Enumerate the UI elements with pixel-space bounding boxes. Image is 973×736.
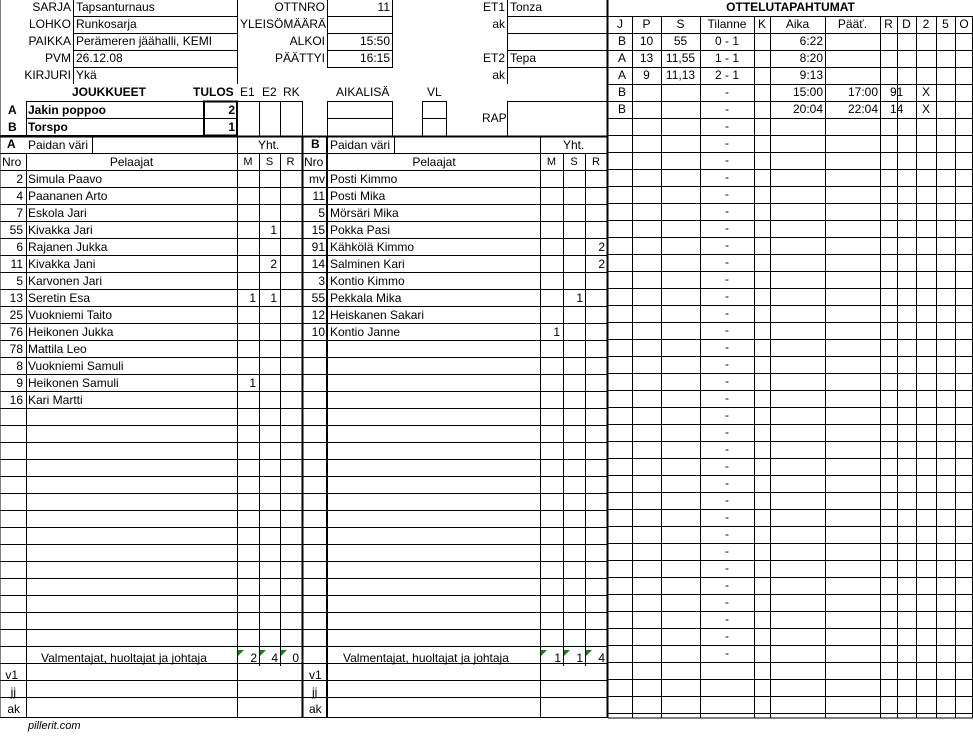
player-name[interactable]: Mattila Leo xyxy=(28,342,87,356)
event-aika-cell[interactable]: 6:22 xyxy=(799,34,823,48)
total-b-s-marker-icon xyxy=(564,650,570,656)
event-p-cell[interactable]: 9 xyxy=(643,68,650,82)
team-b-v1-label: v1 xyxy=(309,668,322,682)
event-tilanne-cell[interactable]: - xyxy=(725,629,729,643)
et1-label: ET1 xyxy=(482,0,505,14)
player-r-cell[interactable]: 2 xyxy=(598,240,605,254)
player-number[interactable]: 5 xyxy=(318,206,325,220)
player-number[interactable]: 14 xyxy=(311,257,325,271)
event-tilanne-cell[interactable]: - xyxy=(725,408,729,422)
player-number[interactable]: 3 xyxy=(318,274,325,288)
events-col-header: R xyxy=(884,17,893,31)
event-aika-cell[interactable]: 15:00 xyxy=(792,85,823,99)
roster-a-paidan-vari-label: Paidan väri xyxy=(28,138,89,152)
player-name[interactable]: Seretin Esa xyxy=(28,291,91,305)
events-col-header: J xyxy=(617,17,623,31)
event-r-cell[interactable]: 91 xyxy=(890,85,904,99)
roster-a-m-header: M xyxy=(243,156,253,168)
event-s-cell[interactable]: 11,55 xyxy=(665,51,696,65)
player-name[interactable]: Eskola Jari xyxy=(28,206,87,220)
lohko-label: LOHKO xyxy=(28,17,71,31)
event-tilanne-cell[interactable]: - xyxy=(725,221,729,235)
player-number[interactable]: 4 xyxy=(16,189,23,203)
player-number[interactable]: mv xyxy=(309,172,325,186)
event-p-cell[interactable]: 10 xyxy=(639,34,654,48)
paikka-value[interactable]: Perämeren jäähalli, KEMI xyxy=(76,34,213,48)
et2-value[interactable]: Tepa xyxy=(510,51,537,65)
team-b-total-m: 1 xyxy=(554,651,561,665)
event-tilanne-cell[interactable]: 2 - 1 xyxy=(714,68,739,82)
team-b-letter: B xyxy=(8,120,17,134)
player-name[interactable]: Rajanen Jukka xyxy=(28,240,108,254)
total-a-m-marker-icon xyxy=(238,650,244,656)
player-number[interactable]: 11 xyxy=(10,257,23,271)
alkoi-label: ALKOI xyxy=(289,34,325,48)
rk-heading: RK xyxy=(283,85,300,99)
roster-a-s-header: S xyxy=(265,156,274,168)
player-number[interactable]: 11 xyxy=(312,189,325,203)
player-number[interactable]: 78 xyxy=(9,342,23,356)
alkoi-value[interactable]: 15:50 xyxy=(359,34,390,48)
player-number[interactable]: 2 xyxy=(16,172,23,186)
aikalisa-heading: AIKALISÄ xyxy=(336,85,390,99)
roster-b-letter: B xyxy=(311,137,320,151)
ak2-label: ak xyxy=(492,68,505,82)
event-tilanne-cell[interactable]: - xyxy=(725,527,729,541)
team-a-jj-label: jj xyxy=(10,685,16,699)
player-s-cell[interactable]: 1 xyxy=(576,291,583,305)
paattyi-label: PÄÄTTYI xyxy=(274,51,325,65)
event-s-cell[interactable]: 11,13 xyxy=(665,68,696,82)
team-b-ak-label: ak xyxy=(309,702,322,716)
event-tilanne-cell[interactable]: - xyxy=(725,595,729,609)
tulos-heading: TULOS xyxy=(193,85,234,99)
event-tilanne-cell[interactable]: - xyxy=(725,85,729,99)
event-tilanne-cell[interactable]: - xyxy=(725,272,729,286)
roster-b-yht-label: Yht. xyxy=(563,138,585,152)
event-tilanne-cell[interactable]: - xyxy=(725,612,729,626)
total-b-r-marker-icon xyxy=(586,650,592,656)
team-a-ak-label: ak xyxy=(7,702,20,716)
event-p-cell[interactable]: 13 xyxy=(639,51,654,65)
pvm-label: PVM xyxy=(44,51,71,65)
event-tilanne-cell[interactable]: - xyxy=(725,561,729,575)
event-tilanne-cell[interactable]: - xyxy=(725,255,729,269)
roster-b-s-header: S xyxy=(570,156,578,168)
event-tilanne-cell[interactable]: - xyxy=(725,357,729,371)
et2-label: ET2 xyxy=(482,51,505,65)
player-name[interactable]: Mörsäri Mika xyxy=(330,206,399,220)
events-col-header: D xyxy=(902,17,911,31)
roster-b-pelaajat-header: Pelaajat xyxy=(412,155,456,169)
total-b-m-marker-icon xyxy=(541,650,547,656)
event-aika-cell[interactable]: 9:13 xyxy=(799,68,823,82)
event-tilanne-cell[interactable]: - xyxy=(725,102,729,116)
yleiso-label: YLEISÖMÄÄRÄ xyxy=(240,17,327,31)
player-number[interactable]: 91 xyxy=(311,240,325,254)
team-b-score[interactable]: 1 xyxy=(228,120,235,134)
ak1-label: ak xyxy=(492,17,505,31)
events-col-header: 5 xyxy=(942,17,949,31)
events-col-header: S xyxy=(676,17,685,31)
team-a-name[interactable]: Jakin poppoo xyxy=(28,103,106,117)
player-number[interactable]: 12 xyxy=(311,308,325,322)
events-col-header: Aika xyxy=(785,17,810,31)
team-a-v1-label: v1 xyxy=(5,668,18,682)
roster-a-r-header: R xyxy=(286,156,295,168)
player-number[interactable]: 10 xyxy=(311,325,325,339)
event-tilanne-cell[interactable]: - xyxy=(725,170,729,184)
player-name[interactable]: Kivakka Jani xyxy=(28,257,96,271)
event-tilanne-cell[interactable]: - xyxy=(725,425,729,439)
player-name[interactable]: Heikonen Samuli xyxy=(28,376,119,390)
total-a-s-marker-icon xyxy=(260,650,266,656)
player-number[interactable]: 15 xyxy=(311,223,325,237)
event-tilanne-cell[interactable]: - xyxy=(725,374,729,388)
rap-label: RAP xyxy=(482,111,507,125)
roster-b-nro-header: Nro xyxy=(304,155,324,169)
player-number[interactable]: 5 xyxy=(16,274,23,288)
events-col-header: P xyxy=(642,17,651,31)
kirjuri-label: KIRJURI xyxy=(24,68,71,82)
event-j-cell[interactable]: B xyxy=(618,34,627,48)
roster-a-nro-header: Nro xyxy=(2,155,22,169)
player-name[interactable]: Kivakka Jari xyxy=(28,223,93,237)
lohko-value[interactable]: Runkosarja xyxy=(76,17,137,31)
event-tilanne-cell[interactable]: - xyxy=(725,204,729,218)
roster-b-paidan-vari-label: Paidan väri xyxy=(330,138,391,152)
event-tilanne-cell[interactable]: - xyxy=(725,119,729,133)
team-a-total-s: 4 xyxy=(271,651,278,665)
player-name[interactable]: Vuokniemi Taito xyxy=(28,308,113,322)
event-tilanne-cell[interactable]: - xyxy=(725,153,729,167)
pvm-value[interactable]: 26.12.08 xyxy=(76,51,123,65)
ottnro-label: OTTNRO xyxy=(274,0,325,14)
total-a-r-marker-icon xyxy=(281,650,287,656)
events-title: OTTELUTAPAHTUMAT xyxy=(726,0,855,14)
roster-a-yht-label: Yht. xyxy=(258,138,280,152)
player-name[interactable]: Karvonen Jari xyxy=(28,274,103,288)
event-c2-cell[interactable]: X xyxy=(921,102,930,116)
player-name[interactable]: Posti Mika xyxy=(330,189,386,203)
player-name[interactable]: Kähkölä Kimmo xyxy=(330,240,415,254)
ottnro-value[interactable]: 11 xyxy=(377,0,390,14)
events-col-header: Pääť. xyxy=(837,17,868,31)
event-tilanne-cell[interactable]: - xyxy=(725,544,729,558)
event-j-cell[interactable]: A xyxy=(618,68,627,82)
event-tilanne-cell[interactable]: - xyxy=(725,238,729,252)
event-paat-cell[interactable]: 17:00 xyxy=(847,85,878,99)
vl-heading: VL xyxy=(427,85,442,99)
sarja-value[interactable]: Tapsanturnaus xyxy=(76,0,155,14)
player-s-cell[interactable]: 1 xyxy=(270,291,277,305)
event-paat-cell[interactable]: 22:04 xyxy=(847,102,878,116)
player-name[interactable]: Pekkala Mika xyxy=(330,291,402,305)
event-tilanne-cell[interactable]: 1 - 1 xyxy=(714,51,739,65)
roster-a-letter: A xyxy=(7,137,16,151)
team-a-total-m: 2 xyxy=(250,651,257,665)
team-b-name[interactable]: Torspo xyxy=(28,120,68,134)
event-tilanne-cell[interactable]: - xyxy=(725,323,729,337)
team-a-letter: A xyxy=(8,103,17,117)
event-j-cell[interactable]: B xyxy=(618,102,627,116)
player-number[interactable]: 55 xyxy=(311,291,325,305)
events-col-header: O xyxy=(959,17,969,31)
paattyi-value[interactable]: 16:15 xyxy=(359,51,390,65)
player-name[interactable]: Kontio Kimmo xyxy=(330,274,405,288)
player-name[interactable]: Paananen Arto xyxy=(28,189,108,203)
event-tilanne-cell[interactable]: - xyxy=(725,493,729,507)
team-b-total-s: 1 xyxy=(576,651,583,665)
event-tilanne-cell[interactable]: - xyxy=(725,442,729,456)
event-tilanne-cell[interactable]: - xyxy=(725,459,729,473)
player-name[interactable]: Kari Martti xyxy=(28,393,83,407)
event-tilanne-cell[interactable]: - xyxy=(725,136,729,150)
player-name[interactable]: Vuokniemi Samuli xyxy=(28,359,124,373)
event-aika-cell[interactable]: 8:20 xyxy=(799,51,823,65)
player-number[interactable]: 76 xyxy=(9,325,23,339)
kirjuri-value[interactable]: Ykä xyxy=(76,68,97,82)
player-name[interactable]: Simula Paavo xyxy=(28,172,103,186)
paikka-label: PAIKKA xyxy=(28,34,71,48)
footer-site: pillerit.com xyxy=(28,720,81,732)
player-name[interactable]: Salminen Kari xyxy=(330,257,405,271)
team-b-total-r: 4 xyxy=(598,651,605,665)
event-tilanne-cell[interactable]: - xyxy=(725,646,729,660)
player-name[interactable]: Kontio Janne xyxy=(330,325,401,339)
team-a-total-r: 0 xyxy=(292,651,299,665)
player-number[interactable]: 55 xyxy=(9,223,23,237)
event-tilanne-cell[interactable]: - xyxy=(725,476,729,490)
e1-heading: E1 xyxy=(240,85,255,99)
events-col-header: 2 xyxy=(922,17,930,31)
sarja-label: SARJA xyxy=(32,0,71,14)
event-tilanne-cell[interactable]: - xyxy=(725,306,729,320)
team-a-officials-label: Valmentajat, huoltajat ja johtaja xyxy=(41,651,207,665)
event-tilanne-cell[interactable]: 0 - 1 xyxy=(714,34,739,48)
team-a-score[interactable]: 2 xyxy=(228,103,235,117)
player-m-cell[interactable]: 1 xyxy=(249,291,256,305)
event-s-cell[interactable]: 55 xyxy=(673,34,688,48)
roster-a-pelaajat-header: Pelaajat xyxy=(109,155,154,169)
team-b-jj-label: jj xyxy=(312,685,318,699)
player-number[interactable]: 6 xyxy=(16,240,23,254)
player-number[interactable]: 25 xyxy=(9,308,23,322)
player-m-cell[interactable]: 1 xyxy=(249,376,256,390)
event-aika-cell[interactable]: 20:04 xyxy=(792,102,823,116)
events-col-header: Tilanne xyxy=(707,17,747,31)
event-j-cell[interactable]: A xyxy=(618,51,627,65)
team-b-officials-label: Valmentajat, huoltajat ja johtaja xyxy=(343,651,509,665)
player-number[interactable]: 13 xyxy=(9,291,23,305)
roster-b-r-header: R xyxy=(592,156,600,168)
event-tilanne-cell[interactable]: - xyxy=(725,391,729,405)
et1-value[interactable]: Tonza xyxy=(510,0,543,14)
player-number[interactable]: 7 xyxy=(16,206,23,220)
roster-b-m-header: M xyxy=(546,156,557,168)
player-number[interactable]: 16 xyxy=(9,393,23,407)
player-r-cell[interactable]: 2 xyxy=(598,257,605,271)
event-tilanne-cell[interactable]: - xyxy=(725,289,729,303)
player-s-cell[interactable]: 2 xyxy=(270,257,277,271)
player-name[interactable]: Heiskanen Sakari xyxy=(330,308,425,322)
event-tilanne-cell[interactable]: - xyxy=(725,510,729,524)
event-tilanne-cell[interactable]: - xyxy=(725,187,729,201)
event-r-cell[interactable]: 14 xyxy=(890,102,904,116)
player-m-cell[interactable]: 1 xyxy=(553,325,560,339)
player-number[interactable]: 8 xyxy=(16,359,23,373)
player-name[interactable]: Pokka Pasi xyxy=(330,223,391,237)
events-col-header: K xyxy=(757,17,766,31)
player-s-cell[interactable]: 1 xyxy=(270,223,277,237)
player-number[interactable]: 9 xyxy=(16,376,23,390)
event-j-cell[interactable]: B xyxy=(618,85,627,99)
event-tilanne-cell[interactable]: - xyxy=(725,340,729,354)
e2-heading: E2 xyxy=(262,85,277,99)
event-c2-cell[interactable]: X xyxy=(921,85,930,99)
event-tilanne-cell[interactable]: - xyxy=(725,578,729,592)
player-name[interactable]: Heikonen Jukka xyxy=(28,325,114,339)
player-name[interactable]: Posti Kimmo xyxy=(330,172,398,186)
joukkueet-heading: JOUKKUEET xyxy=(72,85,147,99)
